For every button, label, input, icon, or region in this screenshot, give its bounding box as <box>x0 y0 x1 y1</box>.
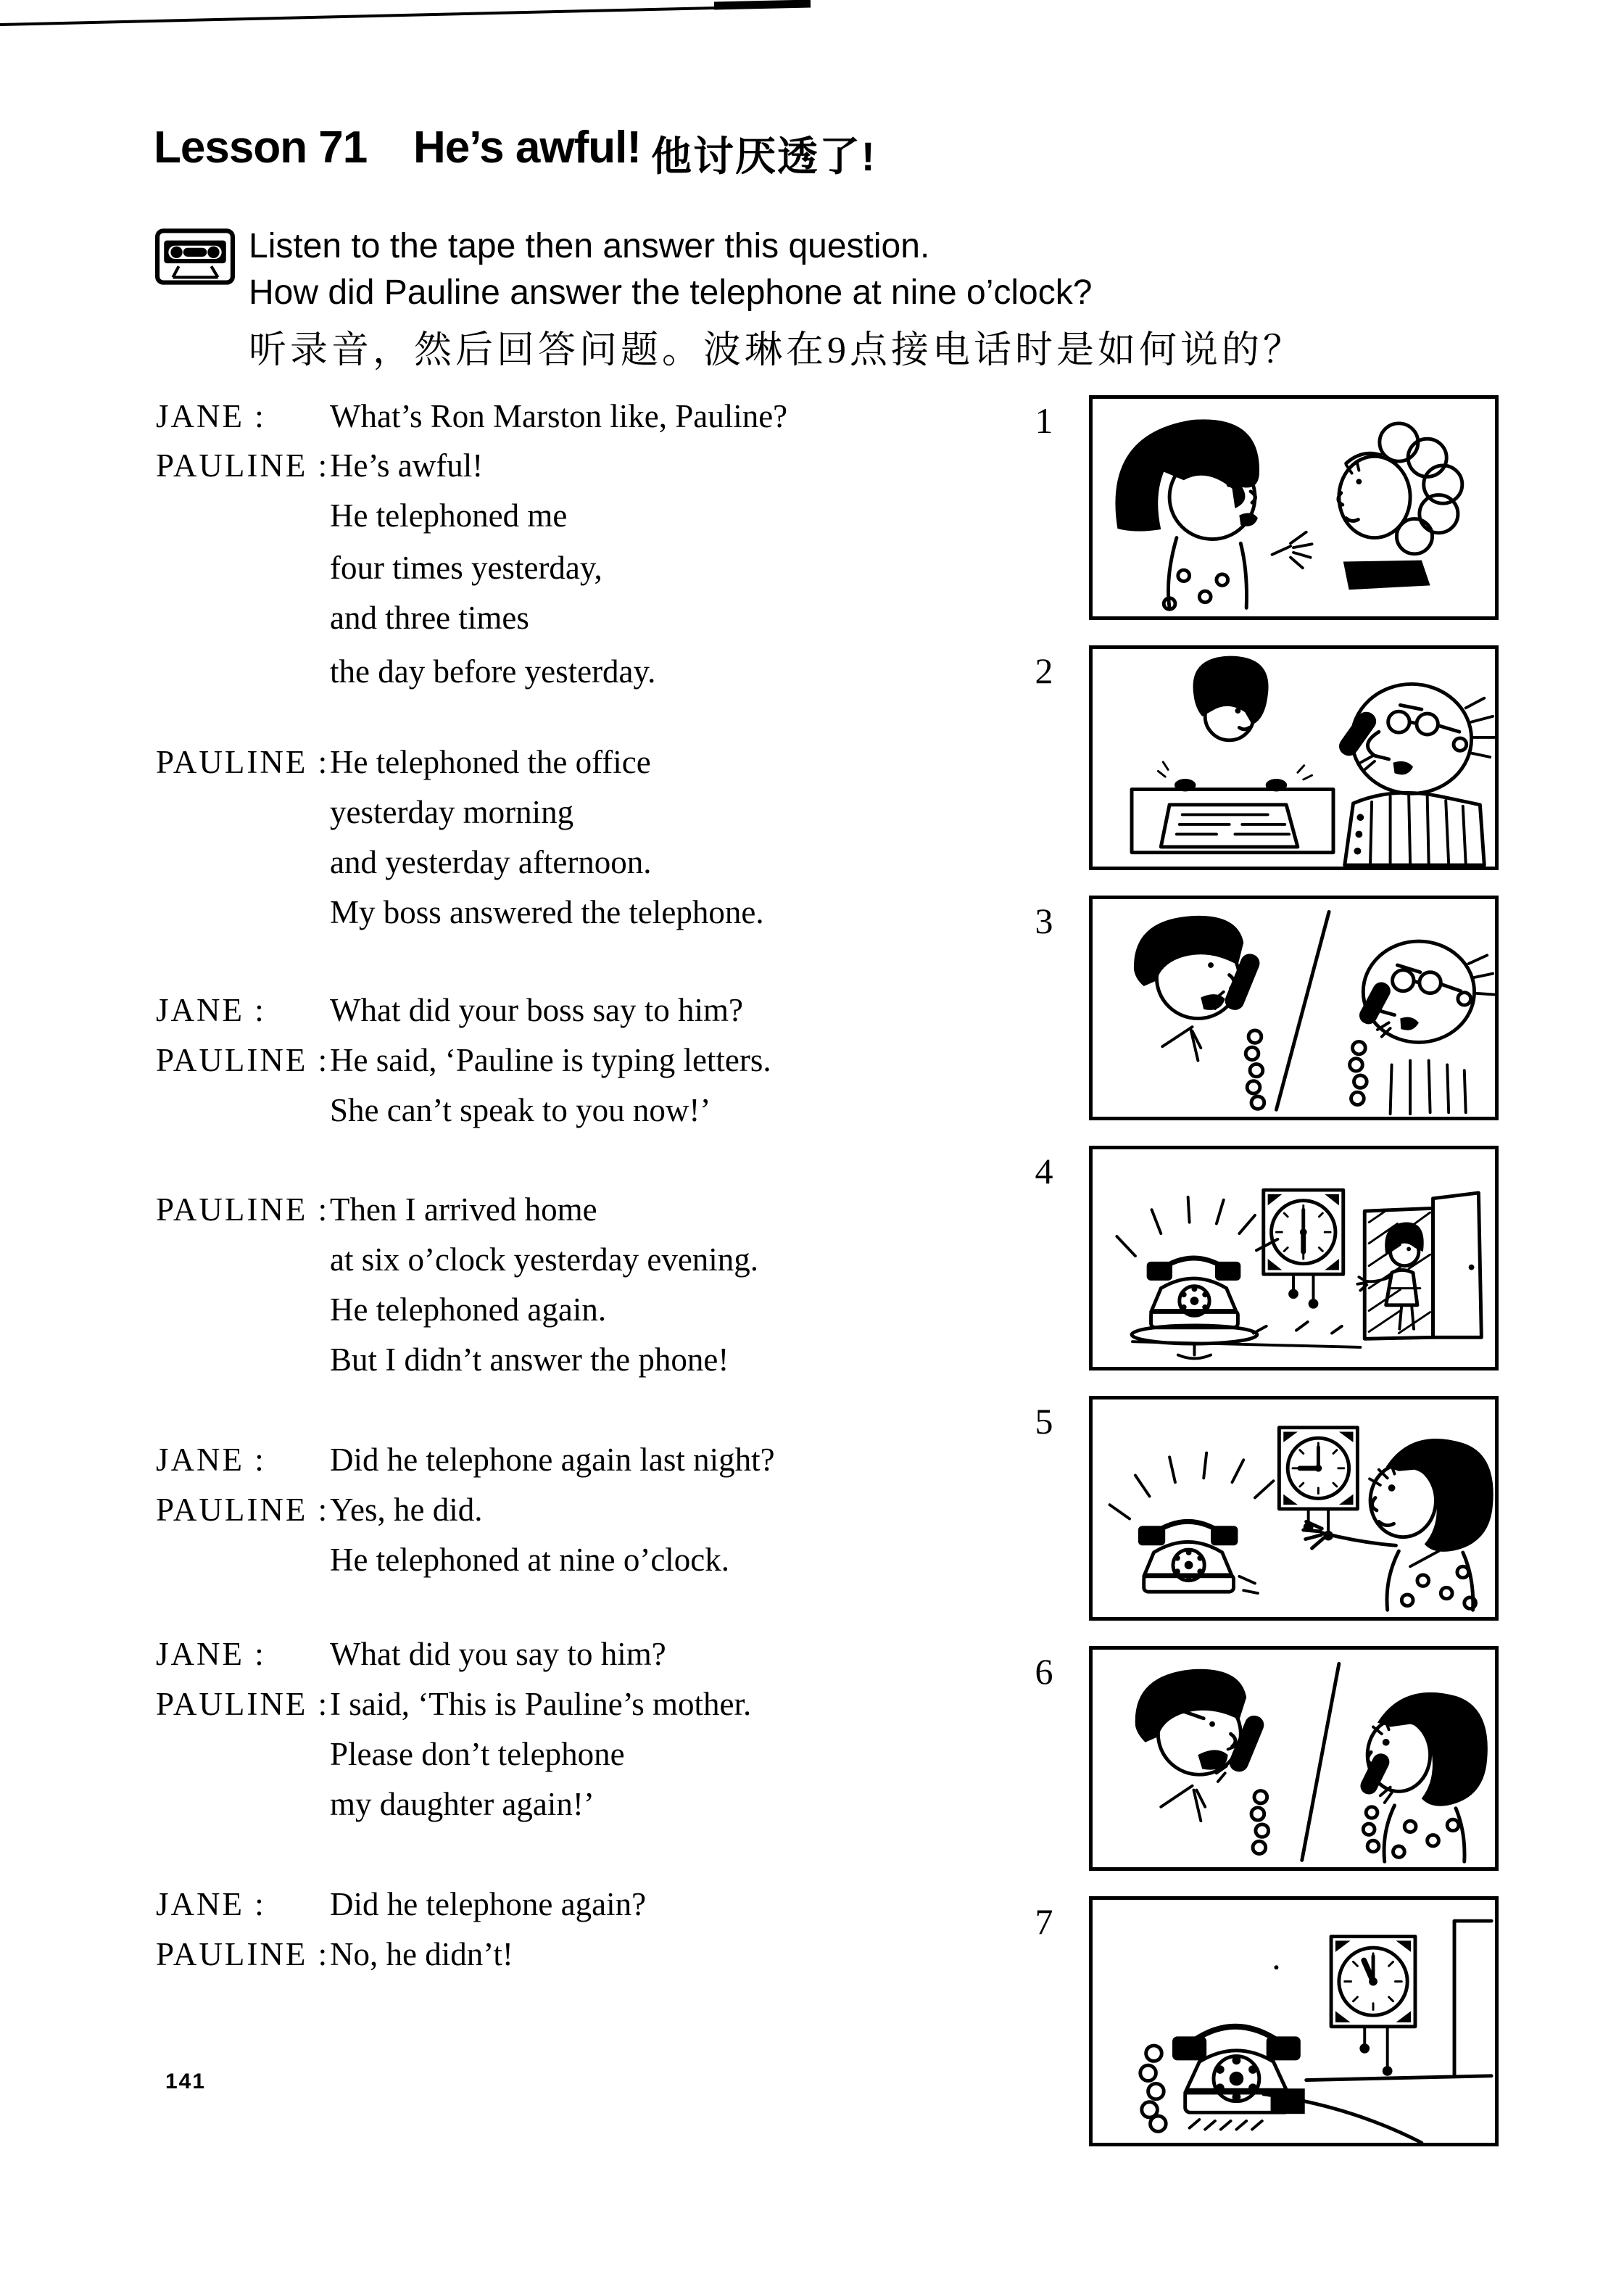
dialogue-line <box>0 1441 1088 1486</box>
dialogue-line <box>0 743 1088 788</box>
dialogue-line <box>0 447 1088 492</box>
utterance: What’s Ron Marston like, Pauline? <box>330 398 788 434</box>
listen-instruction-line1: Listen to the tape then answer this question. <box>249 227 930 265</box>
dialogue-line <box>0 599 1088 644</box>
dialogue-line <box>0 1685 1088 1730</box>
speaker-label: JANE : <box>156 1636 266 1672</box>
panel-1-illustration <box>1093 399 1495 616</box>
comic-panel-4 <box>1089 1146 1499 1370</box>
comic-panel-6 <box>1089 1646 1499 1871</box>
dialogue-line <box>0 793 1088 838</box>
dialogue-line <box>0 991 1088 1036</box>
comic-panel-5 <box>1089 1396 1499 1621</box>
dialogue-line <box>0 1735 1088 1780</box>
dialogue-line <box>0 1785 1088 1830</box>
speaker-label: PAULINE : <box>156 1936 330 1972</box>
utterance: Did he telephone again last night? <box>330 1442 775 1478</box>
panel-number-5: 5 <box>1035 1401 1053 1442</box>
dialogue-line <box>0 843 1088 888</box>
panel-number-6: 6 <box>1035 1651 1053 1692</box>
panel-number-4: 4 <box>1035 1151 1053 1191</box>
dialogue-line <box>0 1091 1088 1136</box>
utterance: at six o’clock yesterday evening. <box>330 1241 759 1278</box>
speaker-label: PAULINE : <box>156 1042 330 1078</box>
dialogue-line <box>0 1935 1088 1980</box>
comic-panel-2 <box>1089 645 1499 870</box>
wall-clock <box>1264 1190 1343 1309</box>
pauline-mother <box>1304 1439 1494 1610</box>
utterance: But I didn’t answer the phone! <box>330 1341 729 1378</box>
panel-number-3: 3 <box>1035 901 1053 941</box>
panel-5-illustration <box>1093 1399 1495 1617</box>
utterance: my daughter again!’ <box>330 1786 594 1822</box>
utterance: the day before yesterday. <box>330 653 656 690</box>
utterance: Please don’t telephone <box>330 1736 625 1772</box>
utterance: He telephoned again. <box>330 1291 607 1328</box>
dialogue-line <box>0 1241 1088 1286</box>
utterance: What did your boss say to him? <box>330 992 743 1028</box>
panel-number-2: 2 <box>1035 650 1053 691</box>
utterance: Then I arrived home <box>330 1191 597 1228</box>
page-number: 141 <box>165 2070 207 2093</box>
pauline-mother <box>1357 1692 1487 1861</box>
wall-clock <box>1331 1936 1415 2075</box>
utterance: What did you say to him? <box>330 1636 666 1672</box>
dialogue-line <box>0 1491 1088 1536</box>
ringing-telephone <box>1110 1453 1274 1594</box>
panel-7-illustration <box>1093 1900 1495 2143</box>
utterance: He telephoned at nine o’clock. <box>330 1542 730 1578</box>
dialogue-line <box>0 653 1088 698</box>
dialogue-line <box>0 1885 1088 1930</box>
dialogue-line <box>0 1635 1088 1680</box>
utterance: He telephoned me <box>330 497 568 534</box>
speaker-label: JANE : <box>156 398 266 434</box>
panel-6-illustration <box>1093 1650 1495 1867</box>
utterance: He said, ‘Pauline is typing letters. <box>330 1042 771 1078</box>
panel-number-1: 1 <box>1035 400 1053 441</box>
panel-number-7: 7 <box>1035 1901 1053 1942</box>
dialogue-line <box>0 1041 1088 1086</box>
utterance: Yes, he did. <box>330 1492 483 1528</box>
lesson-title-chinese: 他讨厌透了! <box>651 133 877 179</box>
silent-telephone <box>1140 2027 1305 2132</box>
utterance: four times yesterday, <box>330 550 602 586</box>
speaker-label: PAULINE : <box>156 1191 330 1228</box>
utterance: He telephoned the office <box>330 744 651 780</box>
lesson-title-english: He’s awful! <box>413 123 641 173</box>
speaker-label: JANE : <box>156 992 266 1028</box>
utterance: My boss answered the telephone. <box>330 894 764 930</box>
dialogue-line <box>0 397 1088 442</box>
dialogue-line <box>0 497 1088 542</box>
utterance: yesterday morning <box>330 794 574 830</box>
panel-4-illustration <box>1093 1149 1495 1367</box>
lesson-number: Lesson 71 <box>154 123 368 173</box>
wall-clock <box>1279 1428 1357 1541</box>
utterance: No, he didn’t! <box>330 1936 513 1972</box>
utterance: I said, ‘This is Pauline’s mother. <box>330 1686 752 1722</box>
scan-artifact-line <box>0 0 1624 44</box>
panel-3-illustration <box>1093 899 1495 1117</box>
listen-question: How did Pauline answer the telephone at nine o’clock? <box>249 273 1093 312</box>
utterance: and yesterday afternoon. <box>330 844 652 880</box>
speaker-label: PAULINE : <box>156 447 330 484</box>
dialogue-line <box>0 1341 1088 1386</box>
dialogue-line <box>0 1541 1088 1586</box>
utterance: She can’t speak to you now!’ <box>330 1092 711 1128</box>
listen-instruction-chinese: 听录音，然后回答问题。波琳在9点接电话时是如何说的？ <box>249 330 1305 371</box>
speaker-label: PAULINE : <box>156 1686 330 1722</box>
speaker-label: JANE : <box>156 1886 266 1922</box>
comic-panel-1 <box>1089 395 1499 620</box>
comic-panel-3 <box>1089 896 1499 1120</box>
comic-panel-7 <box>1089 1896 1499 2146</box>
speaker-label: PAULINE : <box>156 744 330 780</box>
utterance: He’s awful! <box>330 447 484 484</box>
pauline-arriving <box>1357 1223 1423 1329</box>
dialogue-line <box>0 1191 1088 1236</box>
speaker-label: JANE : <box>156 1442 266 1478</box>
speaker-label: PAULINE : <box>156 1492 330 1528</box>
panel-2-illustration <box>1093 649 1495 867</box>
dialogue-line <box>0 549 1088 594</box>
dialogue-line <box>0 1291 1088 1336</box>
cassette-icon <box>154 228 236 289</box>
utterance: Did he telephone again? <box>330 1886 647 1922</box>
utterance: and three times <box>330 600 529 636</box>
dialogue-line <box>0 893 1088 938</box>
